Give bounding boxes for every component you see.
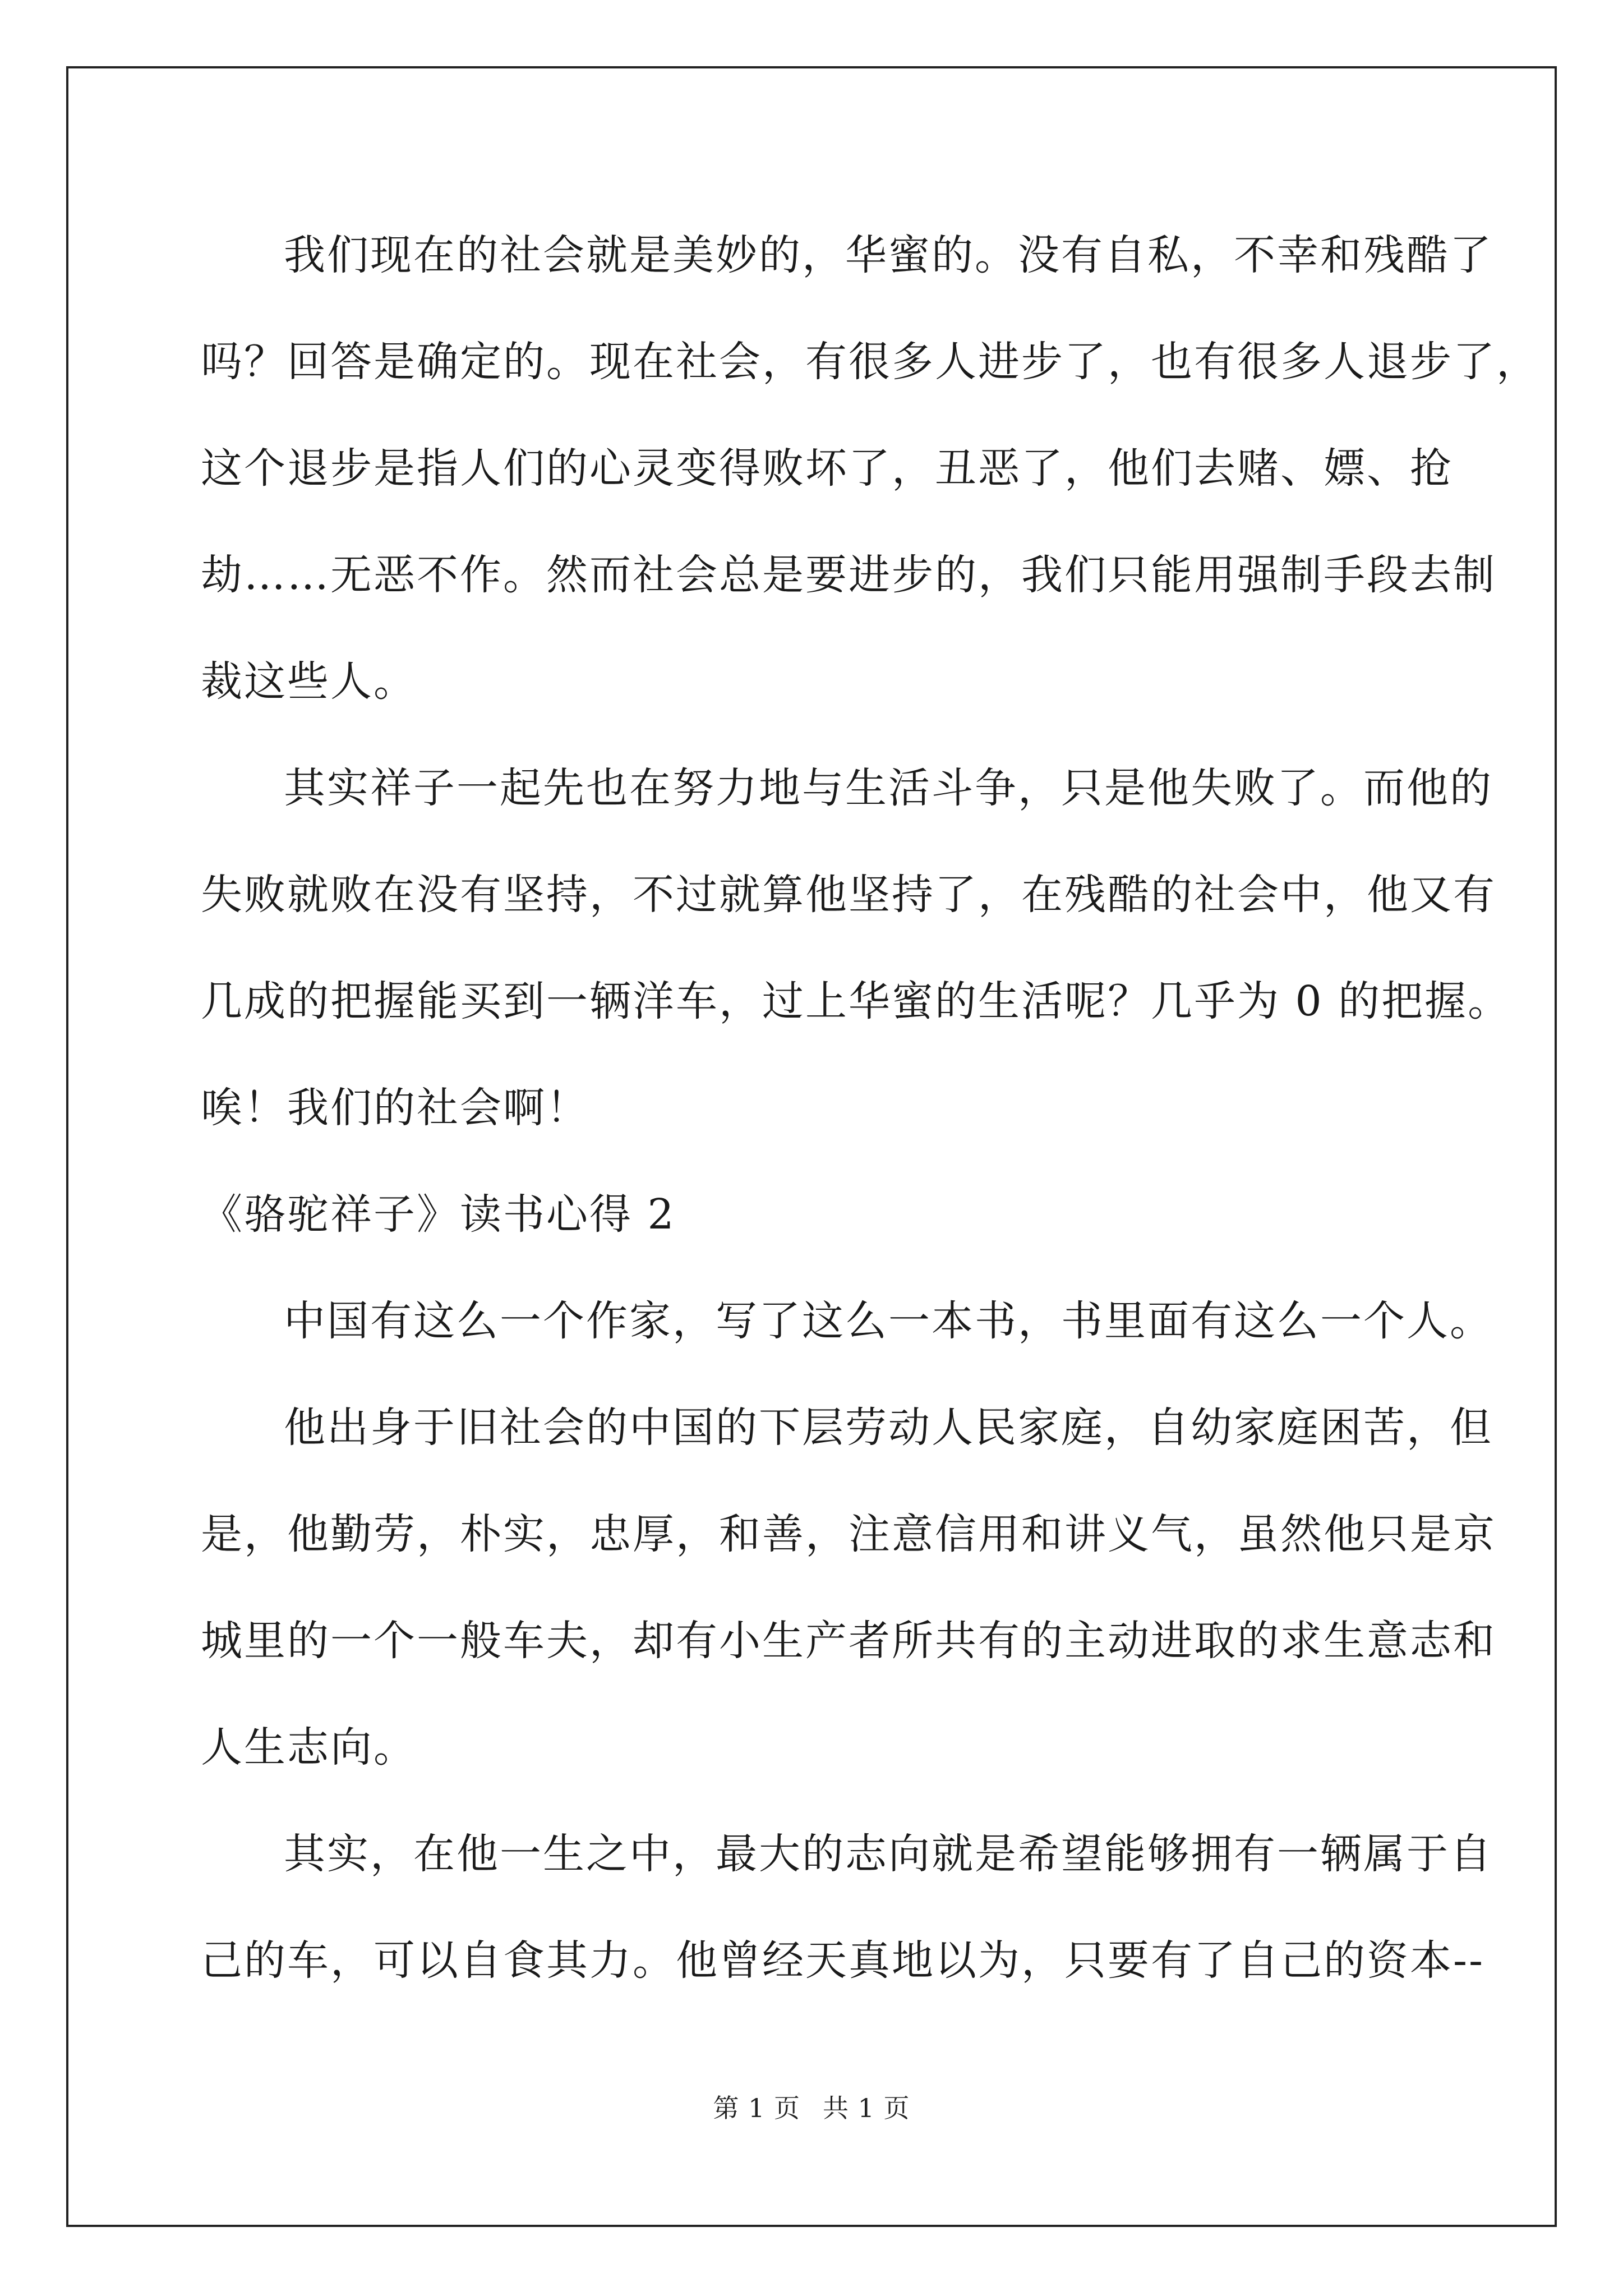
paragraph-line: 几成的把握能买到一辆洋车，过上华蜜的生活呢？几乎为 0 的把握。 xyxy=(201,977,1511,1025)
paragraph-line: 我们现在的社会就是美妙的，华蜜的。没有自私，不幸和残酷了 xyxy=(284,231,1493,279)
paragraph-line: 失败就败在没有坚持，不过就算他坚持了，在残酷的社会中，他又有 xyxy=(201,871,1496,919)
section-heading: 《骆驼祥子》读书心得 2 xyxy=(201,1190,676,1239)
paragraph-line: 中国有这么一个作家，写了这么一本书，书里面有这么一个人。 xyxy=(284,1297,1493,1345)
page-number: 第 1 页 xyxy=(713,2093,800,2123)
paragraph-line: 其实祥子一起先也在努力地与生活斗争，只是他失败了。而他的 xyxy=(284,764,1493,812)
paragraph-line: 人生志向。 xyxy=(201,1723,417,1772)
page-total: 共 1 页 xyxy=(823,2093,910,2123)
paragraph-line: 他出身于旧社会的中国的下层劳动人民家庭，自幼家庭困苦，但 xyxy=(284,1404,1493,1452)
paragraph-line: 裁这些人。 xyxy=(201,657,417,706)
paragraph-line: 城里的一个一般车夫，却有小生产者所共有的主动进取的求生意志和 xyxy=(201,1617,1496,1665)
paragraph-line: 吗？回答是确定的。现在社会，有很多人进步了，也有很多人退步了， xyxy=(201,338,1539,386)
paragraph-line: 唉！我们的社会啊！ xyxy=(201,1084,589,1132)
document-body xyxy=(201,202,1539,2014)
paragraph-line: 劫……无恶不作。然而社会总是要进步的，我们只能用强制手段去制 xyxy=(201,551,1496,599)
paragraph-line: 是，他勤劳，朴实，忠厚，和善，注意信用和讲义气，虽然他只是京 xyxy=(201,1510,1496,1558)
paragraph-line: 己的车，可以自食其力。他曾经天真地以为，只要有了自己的资本-- xyxy=(201,1936,1485,1985)
paragraph-line: 其实，在他一生之中，最大的志向就是希望能够拥有一辆属于自 xyxy=(284,1830,1493,1878)
paragraph-line: 这个退步是指人们的心灵变得败坏了，丑恶了，他们去赌、嫖、抢 xyxy=(201,444,1453,493)
page-footer xyxy=(0,2088,1623,2125)
